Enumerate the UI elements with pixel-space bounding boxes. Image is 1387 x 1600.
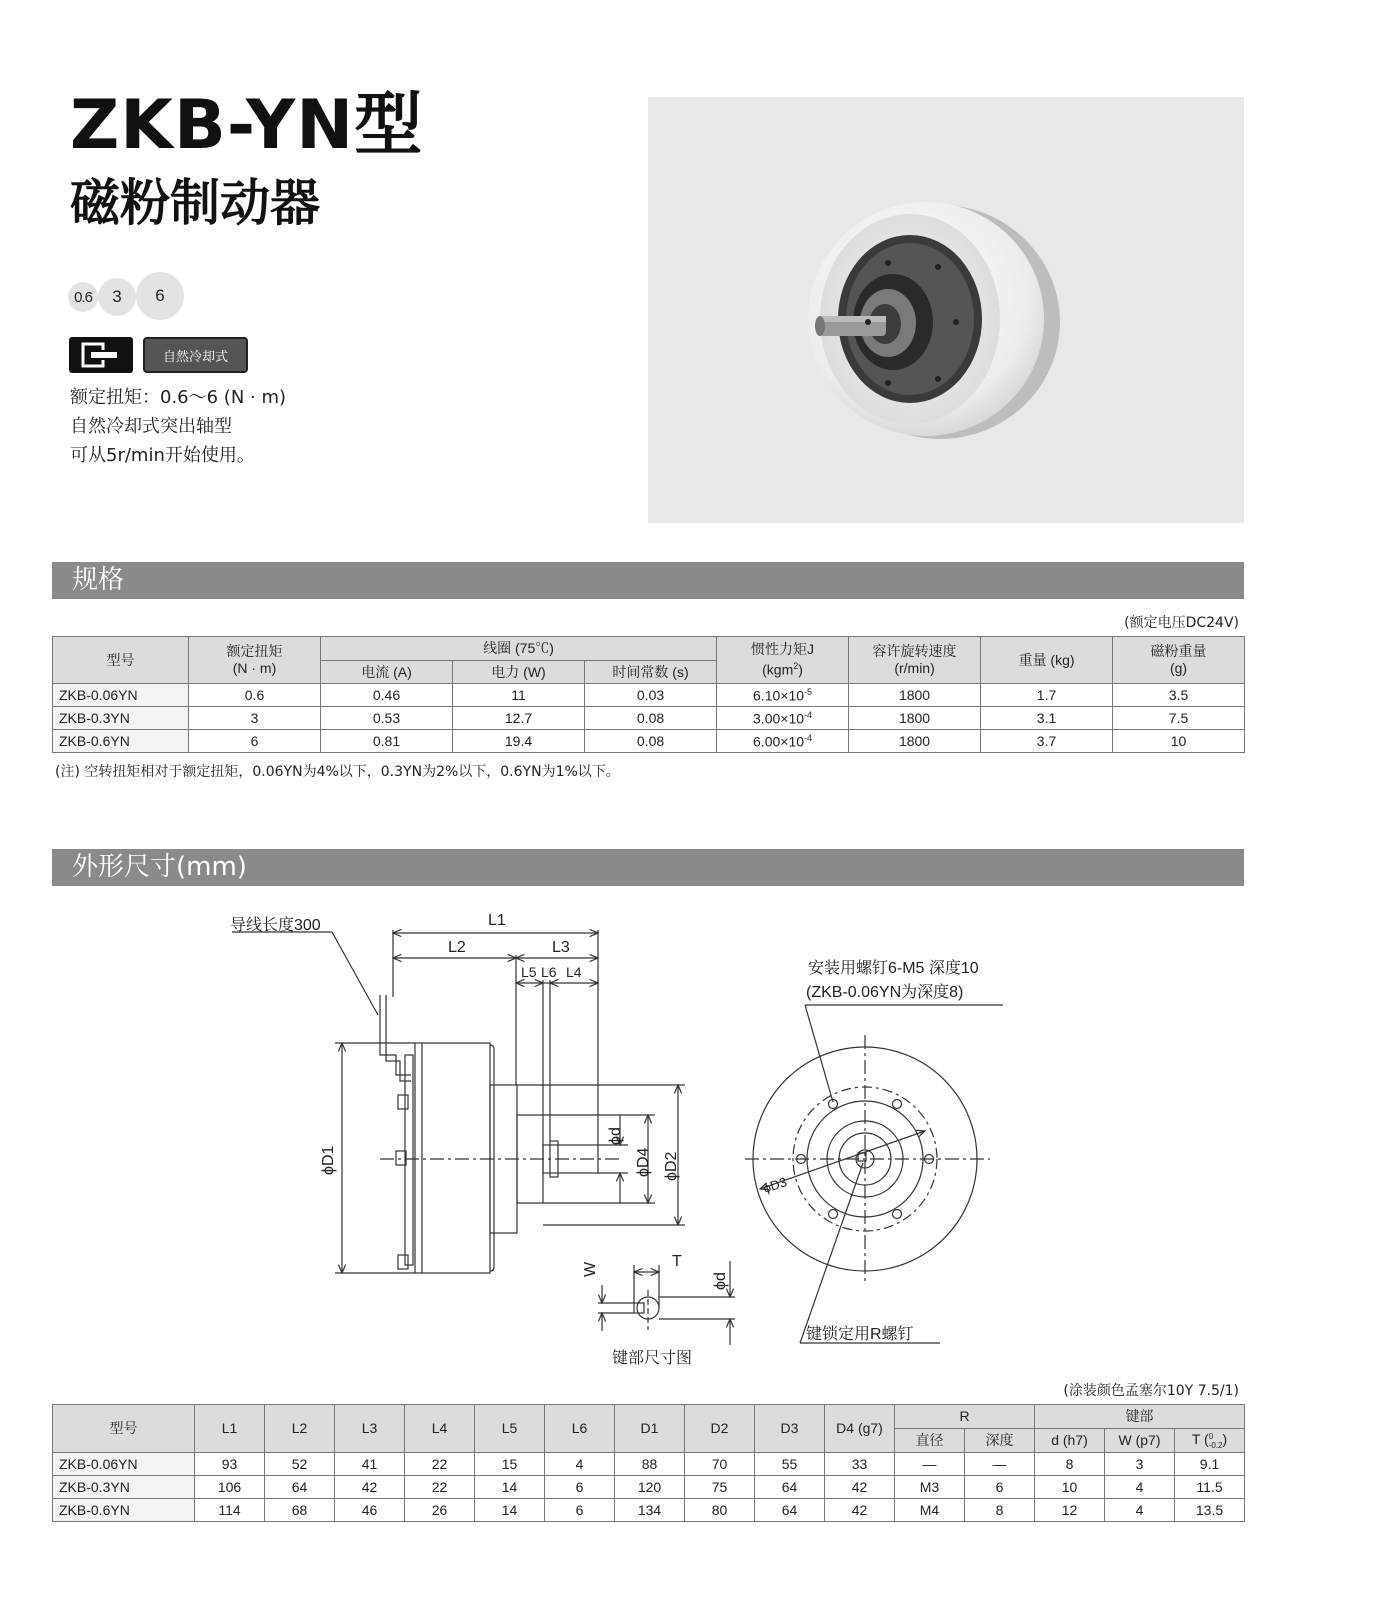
cell-model: ZKB-0.3YN [53,1476,195,1499]
col-torque [189,637,321,684]
cell-value: 64 [755,1499,825,1522]
cell-value: M3 [895,1476,965,1499]
cell-value: 22 [405,1476,475,1499]
col-inertia [717,637,849,684]
col-r-depth: 深度 [965,1429,1035,1453]
col-r: R [895,1405,1035,1429]
cell-powder: 10 [1113,730,1245,753]
cell-power: 19.4 [453,730,585,753]
torque-badges [68,272,198,320]
cell-value: 9.1 [1175,1453,1245,1476]
cell-power: 12.7 [453,707,585,730]
col-inertia-unit: (kgm$^2$) [762,661,803,678]
cell-value: — [895,1453,965,1476]
cell-value: 46 [335,1499,405,1522]
cell-value: 3 [1105,1453,1175,1476]
page-title: ZKB-YN型 [70,86,424,165]
cell-value: 88 [615,1453,685,1476]
cell-model: ZKB-0.3YN [53,707,189,730]
desc-line: 自然冷却式突出轴型 [70,416,232,437]
cell-value: 55 [755,1453,825,1476]
col-key-d: d (h7) [1035,1429,1105,1453]
table-row [53,684,1245,707]
cell-value: 42 [825,1476,895,1499]
cell-value: 64 [755,1476,825,1499]
cell-weight: 3.7 [981,730,1113,753]
cell-current: 0.81 [321,730,453,753]
dimension-drawing [200,905,1030,1375]
dim-label-l5: L5 [521,964,537,980]
page-subtitle: 磁粉制动器 [70,174,320,232]
cell-value: 4 [1105,1499,1175,1522]
dim-label-d1: ϕD1 [320,1145,337,1175]
col-d4: D4 (g7) [825,1405,895,1453]
cell-value: 14 [475,1499,545,1522]
desc-line: 额定扭矩：0.6～6 (N · m) [70,387,287,408]
cell-inertia: $3.00\times 10^{-4}$ [717,707,849,730]
col-time-const: 时间常数 (s) [585,661,717,684]
dim-label-d4: ϕD4 [635,1147,652,1177]
col-model: 型号 [53,637,189,684]
cell-value: 134 [615,1499,685,1522]
col-weight: 重量 (kg) [981,637,1113,684]
col-current: 电流 (A) [321,661,453,684]
screw-note-line2: (ZKB-0.06YN为深度8) [806,984,964,1001]
cell-value: 6 [545,1476,615,1499]
col-inertia-label: 惯性力矩J [751,641,815,658]
torque-badge: 6 [136,272,184,320]
cell-inertia: $6.00\times 10^{-4}$ [717,730,849,753]
key-label-w: W [582,1261,599,1277]
col-l6: L6 [545,1405,615,1453]
dim-label-l4: L4 [566,964,582,980]
dimension-table [52,1404,1245,1522]
key-label-t: T [672,1253,682,1270]
cell-model: ZKB-0.6YN [53,1499,195,1522]
cell-value: 26 [405,1499,475,1522]
col-l5: L5 [475,1405,545,1453]
product-photo [648,97,1244,523]
cell-speed: 1800 [849,684,981,707]
cell-powder: 7.5 [1113,707,1245,730]
torque-badge: 0.6 [68,282,98,312]
col-speed-unit: (r/min) [894,660,935,676]
torque-badge: 3 [98,278,136,316]
cell-value: 6 [965,1476,1035,1499]
col-powder [1113,637,1245,684]
key-label-d: ϕd [712,1272,729,1290]
table-row [53,730,1245,753]
col-key-w: W (p7) [1105,1429,1175,1453]
cell-torque: 3 [189,707,321,730]
spec-footnote: (注) 空转扭矩相对于额定扭矩，0.06YN为4%以下，0.3YN为2%以下，0.6YN为1%以下。 [55,764,620,780]
col-d3: D3 [755,1405,825,1453]
cell-value: 42 [335,1476,405,1499]
cell-value: 4 [545,1453,615,1476]
cell-power: 11 [453,684,585,707]
col-l1: L1 [195,1405,265,1453]
col-key-t: T ( 0 -0.2 ) [1175,1429,1245,1453]
cell-model: ZKB-0.06YN [53,1453,195,1476]
col-l2: L2 [265,1405,335,1453]
cell-value: M4 [895,1499,965,1522]
cell-value: 106 [195,1476,265,1499]
cell-value: 120 [615,1476,685,1499]
cell-speed: 1800 [849,730,981,753]
cell-value: 114 [195,1499,265,1522]
cell-value: 15 [475,1453,545,1476]
cell-value: 41 [335,1453,405,1476]
dim-label-d: ϕd [607,1127,624,1145]
col-speed [849,637,981,684]
cell-model: ZKB-0.06YN [53,684,189,707]
cell-value: 13.5 [1175,1499,1245,1522]
cell-inertia: $6.10\times 10^{-5}$ [717,684,849,707]
cooling-tag: 自然冷却式 [143,337,248,373]
cell-value: 10 [1035,1476,1105,1499]
shaft-type-icon [69,337,133,373]
col-model: 型号 [53,1405,195,1453]
cell-current: 0.53 [321,707,453,730]
col-coil: 线圈 (75℃) [321,637,717,661]
cell-value: 8 [965,1499,1035,1522]
cell-time-const: 0.08 [585,730,717,753]
lead-length-label: 导线长度300 [230,917,321,934]
cell-current: 0.46 [321,684,453,707]
cell-value: 6 [545,1499,615,1522]
col-r-dia: 直径 [895,1429,965,1453]
cell-value: 4 [1105,1476,1175,1499]
col-d2: D2 [685,1405,755,1453]
cell-time-const: 0.03 [585,684,717,707]
table-row [53,707,1245,730]
spec-section-heading: 规格 [52,562,1244,599]
cell-powder: 3.5 [1113,684,1245,707]
product-description [70,383,286,470]
cell-weight: 3.1 [981,707,1113,730]
dim-label-l1: L1 [488,912,506,929]
dim-label-l6: L6 [541,964,557,980]
cell-value: 22 [405,1453,475,1476]
col-key: 键部 [1035,1405,1245,1429]
table-row [53,1499,1245,1522]
col-powder-label: 磁粉重量 [1150,643,1207,659]
cell-value: 12 [1035,1499,1105,1522]
col-power: 电力 (W) [453,661,585,684]
dim-label-d2: ϕD2 [663,1151,680,1181]
dim-section-heading: 外形尺寸(mm) [52,849,1244,886]
dim-label-l3: L3 [552,939,570,956]
dim-label-d3: ϕD3 [761,1174,789,1196]
key-screw-label: 键锁定用R螺钉 [806,1326,914,1343]
cell-value: 93 [195,1453,265,1476]
col-torque-unit: (N · m) [232,660,277,676]
cell-value: 80 [685,1499,755,1522]
cell-time-const: 0.08 [585,707,717,730]
screw-note-line1: 安装用螺钉6-M5 深度10 [808,960,979,977]
col-l4: L4 [405,1405,475,1453]
cell-value: 8 [1035,1453,1105,1476]
cell-value: 68 [265,1499,335,1522]
voltage-note: (额定电压DC24V) [1124,615,1239,631]
cell-speed: 1800 [849,707,981,730]
cell-value: 33 [825,1453,895,1476]
cell-torque: 6 [189,730,321,753]
col-speed-label: 容许旋转速度 [872,643,957,659]
cell-value: 11.5 [1175,1476,1245,1499]
cell-torque: 0.6 [189,684,321,707]
key-detail-caption: 键部尺寸图 [612,1350,693,1367]
cell-value: 64 [265,1476,335,1499]
cell-value: — [965,1453,1035,1476]
cell-value: 75 [685,1476,755,1499]
dim-label-l2: L2 [448,939,466,956]
cell-weight: 1.7 [981,684,1113,707]
desc-line: 可从5r/min开始使用。 [70,445,255,466]
col-d1: D1 [615,1405,685,1453]
cell-value: 52 [265,1453,335,1476]
table-row [53,1476,1245,1499]
cell-value: 42 [825,1499,895,1522]
col-l3: L3 [335,1405,405,1453]
table-row [53,1453,1245,1476]
cell-value: 70 [685,1453,755,1476]
paint-note: (涂装颜色孟塞尔10Y 7.5/1) [1063,1383,1239,1399]
col-torque-label: 额定扭矩 [226,643,283,659]
cell-value: 14 [475,1476,545,1499]
col-powder-unit: (g) [1169,660,1188,676]
spec-table [52,636,1245,753]
cell-model: ZKB-0.6YN [53,730,189,753]
